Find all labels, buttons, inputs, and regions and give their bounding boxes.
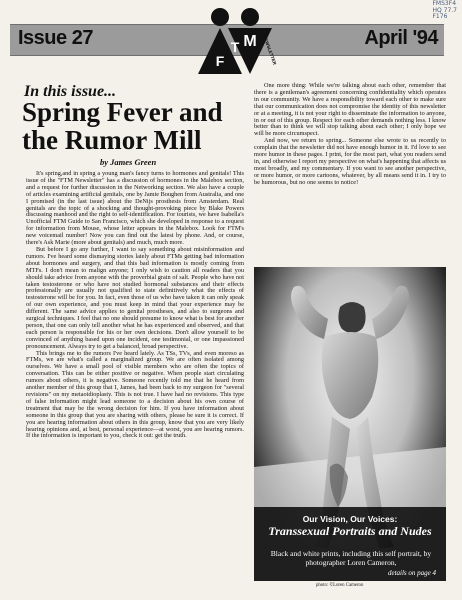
issue-number: Issue 27 [18, 27, 93, 49]
photo-credit: photo: ©Loren Cameron [316, 583, 364, 588]
catalog-stamp [432, 1, 457, 21]
byline: by James Green [100, 157, 157, 167]
article-paragraph: It's spring,and in spring a young man's fancy turns to hormones and genitals! This issue of the "FTM Newsletter" has a discussion of hormones in the Malebox section, and a request for further discussion in the Networking section. We also have a couple of articles examining artificial genitals, one by Jamie Boughen from Australia, and one I promised (in the last issue) about the DeNijs prosthesis from Amsterdam. Real genitals are the topic of a shocking and thought-provoking piece by Blake Powers discussing manhood and the right to self-identification. For tourists, we have Isabella's Unofficial FTM Guide to San Francisco, which she developed in response to a request for information from Mouse, whose letter appears in the Malebox. Look for FTM's new voicemail number! Now you can find out the latest by phone. And, or course, there's Ask Marie (more about genitals) and much, much more. [26, 170, 244, 247]
article-paragraph: And now, we return to spring... Someone else wrote to us recently to complain that the newsletter did not have enough humor in it. I'd love to see more humor in these pages. I print, for the most part, what you readers send in, and otherwise I report my perspective on what's happening that affects us most broadly, and my commentary. If you want to see another perspective, or more humor, or more cartoons, whatever, by all means send it in. I try to be humorous, but no one seems to notice! [254, 137, 446, 186]
photo-caption-page-ref: details on page 4 [387, 569, 436, 577]
ftm-logo [195, 6, 278, 76]
photo-caption-body: Black and white prints, including this self portrait, by photographer Loren Cameron, [270, 549, 432, 567]
photo-caption-title: Our Vision, Our Voices: [302, 514, 398, 524]
headline-line: the Rumor Mill [22, 125, 202, 155]
kicker: In this issue... [24, 83, 117, 100]
catalog-line: HQ 77.7 [432, 6, 457, 14]
portrait-photo [254, 267, 446, 581]
article-paragraph: One more thing: While we're talking about each other, remember that there is a gentleman's agreement concerning confidentiality which operates in our community. We have a responsibility toward each other to make sure that our communication does not compromise the identity of this newsletter or at a meeting, it is not your right to disseminate the information to anyone, in or out of this group. Respect for each other demands nothing less. I know better than to think we will stop talking about each other; I only hope we will be more circumspect. [254, 82, 446, 138]
logo-letter: T [230, 39, 240, 55]
logo-letter: F [215, 53, 225, 69]
logo-letter: M [243, 33, 257, 50]
issue-date: April '94 [364, 27, 438, 49]
catalog-line: F176 [432, 13, 448, 20]
catalog-line: FMS3F4 [432, 0, 457, 7]
article-paragraph: This brings me to the rumors I've heard lately. As TSs, TVs, and even moreso as FTMs, we are what's called a marginalized group. We are often isolated among ourselves. We have a small pool of visible members who are often the topics of conversation. This can be either positive or negative. When people start circulating rumors about others, it is negative. Someone recently told me that he heard from another member of this group that I, James, had been back to my surgeon for "several revisions" on my metaoidioplasty. This is not true. I have had no revisions. This type of false information might lead someone to a decision about his own course of treatment that may be the wrong decision for him. If you have information about someone in this group that you are sharing with others, please be sure it is correct. If you are hearing information about others in this group, know that you are very likely hearing opinions and, at best, personal experience—at worst, you are hearing rumors. If the information is important to you, check it out: get the truth. [26, 349, 244, 440]
headline-line: Spring Fever and [22, 97, 223, 127]
logo-newsletter-text: NEWSLETTER [262, 34, 278, 66]
article-paragraph: But before I go any further, I want to say something about misinformation and rumors. I've heard some dismaying stories lately about FTMs getting bad information about hormones and surgery, and that this bad information is mostly coming from MTFs. I don't mean to malign anyone; I only wish to caution all readers that you should take advice from anyone with the proverbial grain of salt. People who have not taken testosterone or who have not studied hormonal substances and their effects professionally are usually not qualified to state definitively what the effects of testosterone will be for you. In fact, even those of us who have taken it can only speak of our own experience, and you must keep in mind that your experience may be different. The same advice applies to genital prostheses, and also to surgeons and surgical techniques. I feel that no one should presume to know what is best for another person, that one can only tell another what he has experienced and observed, and that each person is responsible for his or her own decisions. Don't allow yourself to be convinced of anything based upon one incident, one testimonial, or one impassioned pronouncement. Always try to get a balanced, broad perspective. [26, 245, 244, 350]
article-left-column [26, 171, 244, 440]
article-right-column [254, 83, 446, 187]
headline [22, 98, 237, 154]
photo-caption-subtitle: Transsexual Portraits and Nudes [268, 524, 432, 538]
